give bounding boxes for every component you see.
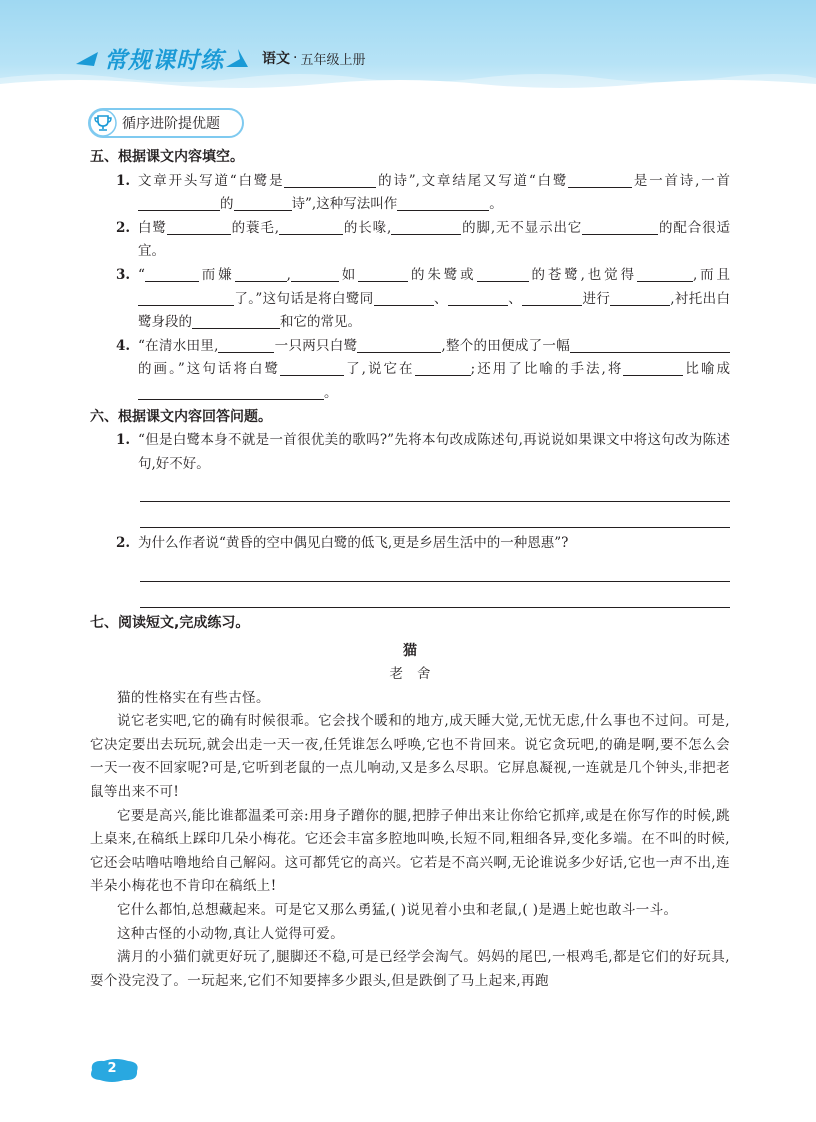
header-wave-decoration — [0, 70, 816, 100]
answer-line[interactable] — [140, 582, 730, 608]
page-number-badge — [86, 1056, 142, 1084]
grade-label: 五年级上册 — [300, 52, 366, 68]
article-paragraph: 说它老实吧,它的确有时候很乖。它会找个暖和的地方,成天睡大觉,无忧无虑,什么事也不过问。可是,它决定要出去玩玩,就会出走一天一夜,任凭谁怎么呼唤,它也不肯回来。说它贪玩吧,的确是啊,要不怎么会一天一夜不回家呢?可是,它听到老鼠的一点儿响动,又是多么尽职。它屏息凝视,一连就是几个钟头,非把老鼠等出来不可! — [90, 713, 730, 801]
blank[interactable] — [568, 171, 632, 188]
question-text: 为什么作者说“黄昏的空中偶见白鹭的低飞,更是乡居生活中的一种恩惠”? — [138, 535, 569, 552]
question-5-2: 2. 白鹭 的蓑毛, 的长喙, 的脚,无不显示出它 的配合很适宜。 — [90, 217, 730, 264]
blank[interactable] — [138, 289, 234, 306]
answer-line[interactable] — [140, 502, 730, 528]
question-number: 1. — [116, 172, 131, 189]
article-paragraph: 它什么都怕,总想藏起来。可是它又那么勇猛,( )说见着小虫和老鼠,( )是遇上蛇也敢斗一斗。 — [117, 902, 678, 919]
question-number: 3. — [116, 266, 131, 283]
article-paragraph: 它要是高兴,能比谁都温柔可亲:用身子蹭你的腿,把脖子伸出来让你给它抓痒,或是在你写作的时候,跳上桌来,在稿纸上踩印几朵小梅花。它还会丰富多腔地叫唤,长短不同,粗细各异,变化多端。在不叫的时候,它还会咕噜咕噜地给自己解闷。这可都凭它的高兴。它若是不高兴啊,无论谁说多少好话,它也一声不出,连半朵小梅花也不肯印在稿纸上! — [90, 807, 730, 895]
blank[interactable] — [448, 289, 508, 306]
badge-label: 循序进阶提优题 — [122, 116, 220, 132]
blank[interactable] — [138, 194, 220, 211]
blank[interactable] — [138, 383, 324, 400]
blank[interactable] — [610, 289, 670, 306]
blank[interactable] — [415, 359, 471, 376]
answer-line[interactable] — [140, 476, 730, 502]
worksheet-content — [90, 146, 730, 993]
section-badge — [88, 108, 244, 138]
blank[interactable] — [145, 265, 199, 282]
blank[interactable] — [218, 336, 274, 353]
trophy-icon — [88, 108, 118, 138]
article-paragraph: 猫的性格实在有些古怪。 — [117, 689, 270, 706]
blank[interactable] — [623, 359, 683, 376]
blank[interactable] — [280, 359, 344, 376]
question-number: 1. — [116, 432, 131, 449]
article-title: 猫 — [403, 642, 417, 659]
question-5-3: 3. “ 而嫌 , 如 的朱鹭或 的苍鹭,也觉得 ,而且了。”这句话是将白鹭同 、 、 进行 ,衬托出白鹭身段的 和它的常见。 — [90, 264, 730, 335]
blank[interactable] — [167, 218, 231, 235]
blank[interactable] — [374, 289, 434, 306]
blank[interactable] — [234, 194, 292, 211]
blank[interactable] — [192, 312, 280, 329]
blank[interactable] — [235, 265, 287, 282]
blank[interactable] — [397, 194, 489, 211]
section-5-heading: 五、根据课文内容填空。 — [90, 149, 244, 165]
article-paragraph: 这种古怪的小动物,真让人觉得可爱。 — [117, 925, 345, 942]
blank[interactable] — [284, 171, 376, 188]
blank[interactable] — [391, 218, 461, 235]
question-6-2 — [90, 532, 730, 556]
article-author: 老舍 — [389, 666, 445, 683]
blank[interactable] — [637, 265, 693, 282]
question-6-1 — [90, 429, 730, 476]
question-number: 4. — [116, 337, 131, 354]
blank[interactable] — [638, 336, 730, 353]
left-swoosh-icon — [76, 48, 100, 68]
article-paragraph: 满月的小猫们就更好玩了,腿脚还不稳,可是已经学会淘气。妈妈的尾巴,一根鸡毛,都是它们的好玩具,耍个没完没了。一玩起来,它们不知要摔多少跟头,但是跌倒了马上起来,再跑 — [90, 949, 730, 989]
blank[interactable] — [279, 218, 343, 235]
question-5-1: 1. 文章开头写道“白鹭是 的诗”,文章结尾又写道“白鹭 是一首诗,一首的 诗”,这种写法叫作 。 — [90, 170, 730, 217]
section-6-heading: 六、根据课文内容回答问题。 — [90, 408, 272, 425]
blank[interactable] — [582, 218, 658, 235]
question-text: “但是白鹭本身不就是一首很优美的歌吗?”先将本句改成陈述句,再说说如果课文中将这句改为陈述句,好不好。 — [138, 432, 730, 472]
blank[interactable] — [358, 265, 408, 282]
blank[interactable] — [570, 336, 638, 353]
blank[interactable] — [291, 265, 339, 282]
blank[interactable] — [522, 289, 582, 306]
blank[interactable] — [357, 336, 441, 353]
header-brand — [76, 42, 365, 74]
question-number: 2. — [116, 219, 131, 236]
header-separator: · — [293, 50, 298, 66]
series-title: 常规课时练 — [104, 47, 224, 74]
section-7-heading: 七、阅读短文,完成练习。 — [90, 614, 250, 631]
subject-label: 语文 — [262, 51, 290, 67]
right-swoosh-icon — [224, 47, 250, 69]
blank[interactable] — [477, 265, 529, 282]
answer-line[interactable] — [140, 556, 730, 582]
question-number: 2. — [116, 535, 131, 552]
page-number: 2 — [107, 1061, 117, 1076]
question-5-4: 4. “在清水田里, 一只两只白鹭 ,整个的田便成了一幅的画。”这句话将白鹭 了,说它在 ;还用了比喻的手法,将 比喻成。 — [90, 335, 730, 406]
